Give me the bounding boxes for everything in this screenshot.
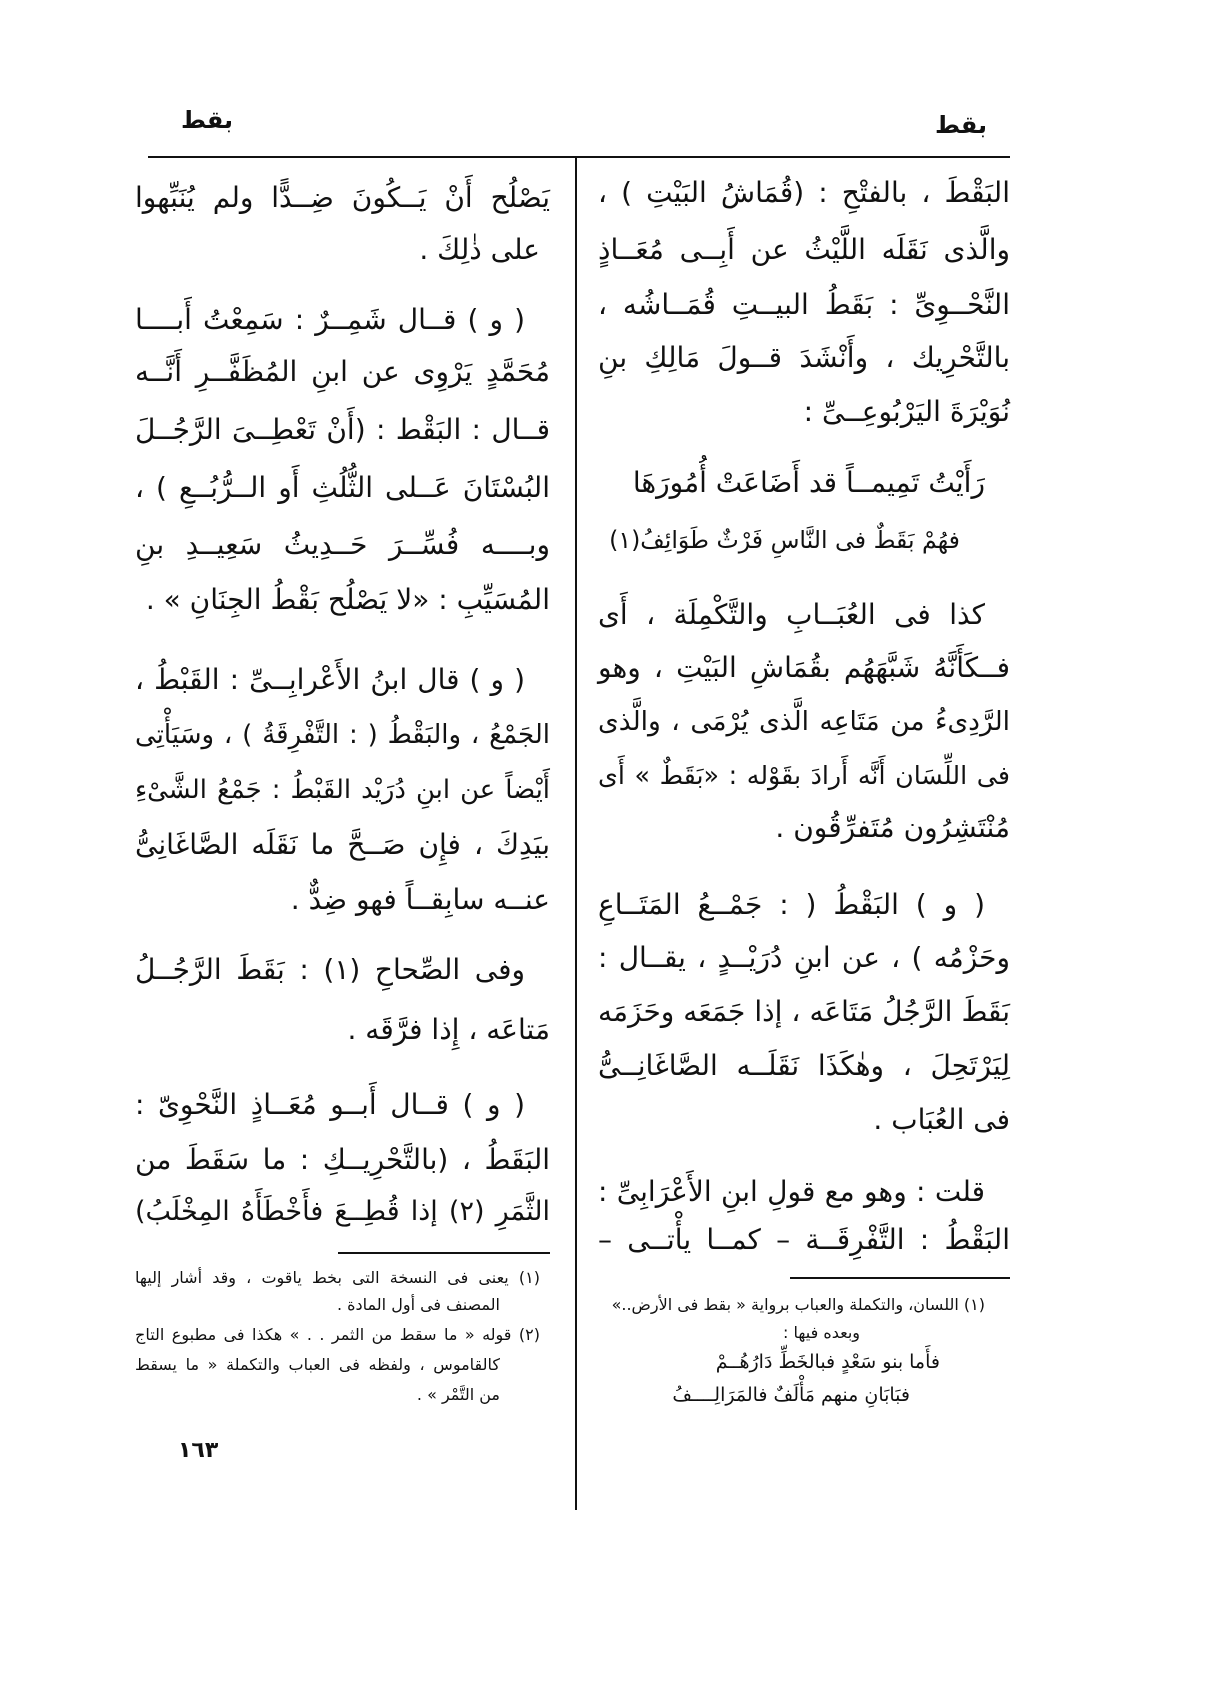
verse-line: فهُمْ بَقَطٌ فى النَّاسِ فَرْثٌ طَوَائِفُ(١) — [609, 526, 960, 554]
text-line: كذا فى العُبَــابِ والتَّكْمِلَة ، أَى — [598, 598, 985, 631]
text-line: البُسْتَانَ عَــلى الثُّلُثِ أَو الــرُّبُــعِ ) ، — [135, 471, 550, 504]
footnote-line: وبعده فيها : — [783, 1323, 860, 1342]
footnote-line: من التَّمْر » . — [416, 1385, 500, 1404]
text-line: لِيَرْتَحِلَ ، وهٰكَذَا نَقَلَــه الصَّاغَانِــىُّ — [598, 1049, 1010, 1082]
text-line: البَقْطَ ، بالفتْحِ : (قُمَاشُ البَيْتِ ) ، — [598, 176, 1010, 209]
text-line: الجَمْعُ ، والبَقْطُ ( : التَّفْرِقَةُ ) ، وسَيَأْتِى — [135, 720, 550, 750]
text-line: فى العُبَاب . — [873, 1103, 1010, 1136]
text-line: بيَدِكَ ، فإِن صَــحَّ ما نَقَلَه الصَّاغَانِىُّ — [135, 828, 550, 861]
verse-line: رَأَيْتُ تَمِيمــاً قد أَضَاعَتْ أُمُورَهَا — [632, 466, 985, 499]
text-line: ( و ) قــال شَمِــرٌ : سَمِعْتُ أَبــــا — [135, 303, 525, 336]
footnote-line: المصنف فى أول المادة . — [337, 1295, 500, 1314]
text-line: فى اللِّسَان أَنَّه أَرادَ بقَوْله : «بَقَطٌ » أَى — [598, 760, 1010, 790]
text-line: بالتَّحْرِيك ، وأَنْشَدَ قــولَ مَالِكِ بنِ — [598, 341, 1010, 374]
text-line: مُنْتَشِرُون مُتَفرِّقُون . — [775, 811, 1010, 844]
text-line: عنــه سابِقــاً فهو ضِدٌّ . — [290, 883, 550, 916]
text-line: وحَزْمُه ) ، عن ابنِ دُرَيْــدٍ ، يقــال : — [598, 941, 1010, 974]
footnote-line: (٢) قوله « ما سقط من الثمر . . » هكذا فى مطبوع التاج — [135, 1325, 540, 1344]
text-line: مُحَمَّدٍ يَرْوِى عن ابنِ المُظَفَّــرِ أَنَّــه — [135, 355, 550, 388]
text-line: البَقْطُ : التَّفْرِقَــة – كمــا يأْتــى – — [598, 1223, 1010, 1256]
text-line: البَقَطُ ، (بالتَّحْرِيــكِ : ما سَقَطَ من — [135, 1143, 550, 1176]
text-line: على ذٰلِكَ . — [419, 233, 540, 266]
text-line: المُسَيِّبِ : «لا يَصْلُح بَقْطُ الجِنَانِ » . — [145, 583, 550, 616]
text-line: ( و ) قــال أَبــو مُعَــاذٍ النَّحْوِىّ : — [135, 1088, 525, 1121]
footnote-line: كالقاموس ، ولفظه فى العباب والتكملة « ما يسقط — [135, 1355, 500, 1374]
text-line: يَصْلُح أَنْ يَــكُونَ ضِــدًّا ولم يُنَبِّهوا — [135, 181, 550, 214]
page-number: ١٦٣ — [178, 1438, 219, 1463]
running-headword-left: بقط — [181, 106, 233, 134]
text-line: قلت : وهو مع قولِ ابنِ الأَعْرَابِىِّ : — [598, 1175, 985, 1208]
footnote-line: (١) اللسان، والتكملة والعباب برواية « بقط فى الأرض..» — [611, 1295, 985, 1314]
column-divider — [575, 158, 577, 1510]
footnote-verse-line: فأَما بنو سَعْدٍ فبالخَطِّ دَارُهُــمْ — [715, 1351, 940, 1373]
text-line: وفى الصِّحاحِ (١) : بَقَطَ الرَّجُــلُ — [135, 953, 525, 986]
text-line: والَّذى نَقَلَه اللَّيْثُ عن أَبِــى مُعَــاذٍ — [598, 233, 1010, 266]
running-headword-right: بقط — [935, 111, 987, 139]
text-line: الرَّدِىءُ من مَتَاعِه الَّذى يُرْمَى ، والَّذى — [598, 706, 1010, 737]
footnote-rule — [338, 1252, 550, 1254]
text-line: أَيْضاً عن ابنِ دُرَيْد القَبْطُ : جَمْعُ الشَّىْءِ — [135, 775, 550, 805]
text-line: النَّحْــوِىِّ : بَقَطُ البيــتِ قُمَــاشُه ، — [598, 288, 1010, 321]
text-line: وبــــه فُسِّــرَ حَــدِيثُ سَعِيــدِ بنِ — [135, 528, 550, 561]
footnote-line: (١) يعنى فى النسخة التى بخط ياقوت ، وقد أشار إليها — [135, 1268, 540, 1287]
text-line: بَقَطَ الرَّجُلُ مَتَاعَه ، إذا جَمَعَه وحَزَمَه — [598, 995, 1010, 1028]
text-line: نُوَيْرَةَ اليَرْبُوعِــىِّ : — [803, 395, 1010, 428]
text-line: فــكَأَنَّهُ شَبَّهَهُم بقُمَاشِ البَيْتِ ، وهو — [598, 651, 1010, 684]
text-line: ( و ) قال ابنُ الأَعْرابِــىِّ : القَبْطُ ، — [135, 663, 525, 696]
footnote-rule — [790, 1277, 1010, 1279]
text-line: مَتاعَه ، إِذا فرَّقَه . — [347, 1013, 550, 1046]
footnote-verse-line: فبَابَانِ منهم مَأْلَفٌ فالمَرَالِــــفُ — [672, 1384, 910, 1406]
text-line: قــال : البَقْط : (أَنْ تَعْطِــىَ الرَّجُــلَ — [135, 413, 550, 446]
text-line: الثَّمَرِ (٢) إذا قُطِــعَ فأَخْطَأَهُ المِخْلَبُ) — [135, 1196, 551, 1227]
right-column — [598, 0, 1010, 1693]
text-line: ( و ) البَقْطُ ( : جَمْــعُ المَتَــاعِ — [598, 888, 985, 921]
